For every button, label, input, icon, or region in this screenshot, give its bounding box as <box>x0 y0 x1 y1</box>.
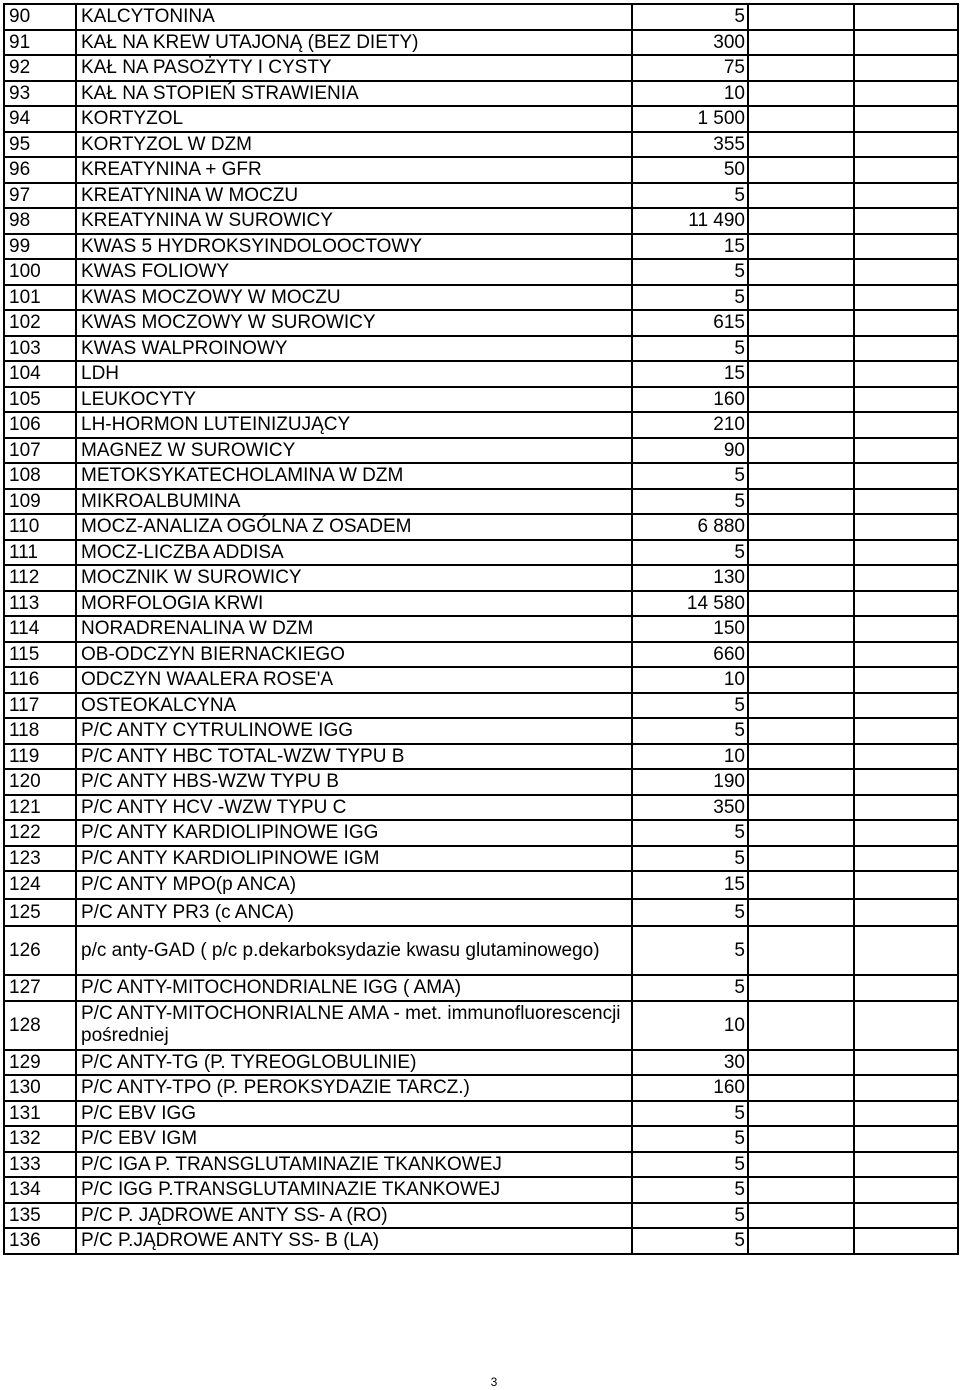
empty-cell <box>748 463 854 489</box>
empty-cell <box>748 591 854 617</box>
row-number: 127 <box>4 975 76 1001</box>
row-number: 102 <box>4 310 76 336</box>
empty-cell <box>854 718 958 744</box>
test-count: 5 <box>632 336 748 362</box>
empty-cell <box>748 387 854 413</box>
test-count: 5 <box>632 926 748 975</box>
table-row <box>4 975 958 1001</box>
empty-cell <box>854 4 958 30</box>
test-name: KAŁ NA KREW UTAJONĄ (BEZ DIETY) <box>76 30 632 56</box>
test-count: 5 <box>632 899 748 927</box>
empty-cell <box>748 975 854 1001</box>
table-row <box>4 616 958 642</box>
table-row <box>4 387 958 413</box>
test-count: 355 <box>632 132 748 158</box>
test-name: KWAS FOLIOWY <box>76 259 632 285</box>
empty-cell <box>854 1001 958 1050</box>
row-number: 126 <box>4 926 76 975</box>
test-count: 10 <box>632 1001 748 1050</box>
test-count: 5 <box>632 820 748 846</box>
test-count: 15 <box>632 234 748 260</box>
empty-cell <box>854 489 958 515</box>
empty-cell <box>748 1050 854 1076</box>
test-count: 660 <box>632 642 748 668</box>
empty-cell <box>748 157 854 183</box>
empty-cell <box>854 820 958 846</box>
row-number: 117 <box>4 693 76 719</box>
empty-cell <box>748 1228 854 1254</box>
test-count: 30 <box>632 1050 748 1076</box>
row-number: 128 <box>4 1001 76 1050</box>
test-name: NORADRENALINA W DZM <box>76 616 632 642</box>
table-row <box>4 1228 958 1254</box>
row-number: 118 <box>4 718 76 744</box>
table-row <box>4 565 958 591</box>
test-count: 11 490 <box>632 208 748 234</box>
test-name: ODCZYN WAALERA ROSE'A <box>76 667 632 693</box>
test-count: 5 <box>632 463 748 489</box>
test-count: 5 <box>632 285 748 311</box>
empty-cell <box>854 693 958 719</box>
empty-cell <box>748 1075 854 1101</box>
table-row <box>4 1075 958 1101</box>
table-row <box>4 1203 958 1229</box>
row-number: 105 <box>4 387 76 413</box>
test-name: KAŁ NA PASOŻYTY I CYSTY <box>76 55 632 81</box>
empty-cell <box>854 361 958 387</box>
test-count: 5 <box>632 718 748 744</box>
test-count: 15 <box>632 871 748 899</box>
empty-cell <box>854 387 958 413</box>
table-row <box>4 285 958 311</box>
table-row <box>4 463 958 489</box>
test-count: 300 <box>632 30 748 56</box>
table-row <box>4 540 958 566</box>
test-count: 350 <box>632 795 748 821</box>
empty-cell <box>854 591 958 617</box>
row-number: 116 <box>4 667 76 693</box>
empty-cell <box>854 642 958 668</box>
test-name: P/C ANTY-TG (P. TYREOGLOBULINIE) <box>76 1050 632 1076</box>
empty-cell <box>748 1177 854 1203</box>
empty-cell <box>854 1101 958 1127</box>
empty-cell <box>854 744 958 770</box>
test-name: MAGNEZ W SUROWICY <box>76 438 632 464</box>
test-count: 5 <box>632 1126 748 1152</box>
test-name: MOCZ-ANALIZA OGÓLNA Z OSADEM <box>76 514 632 540</box>
row-number: 97 <box>4 183 76 209</box>
empty-cell <box>854 846 958 872</box>
test-name: LEUKOCYTY <box>76 387 632 413</box>
price-table <box>3 3 959 1255</box>
empty-cell <box>854 667 958 693</box>
empty-cell <box>854 769 958 795</box>
row-number: 101 <box>4 285 76 311</box>
test-name: P/C IGA P. TRANSGLUTAMINAZIE TKANKOWEJ <box>76 1152 632 1178</box>
row-number: 94 <box>4 106 76 132</box>
table-row <box>4 718 958 744</box>
test-count: 160 <box>632 1075 748 1101</box>
empty-cell <box>854 899 958 927</box>
empty-cell <box>854 30 958 56</box>
test-count: 1 500 <box>632 106 748 132</box>
empty-cell <box>748 106 854 132</box>
table-row <box>4 514 958 540</box>
table-row <box>4 310 958 336</box>
row-number: 124 <box>4 871 76 899</box>
table-row <box>4 106 958 132</box>
table-row <box>4 336 958 362</box>
table-row <box>4 899 958 927</box>
empty-cell <box>748 899 854 927</box>
empty-cell <box>748 1101 854 1127</box>
test-name: P/C P. JĄDROWE ANTY SS- A (RO) <box>76 1203 632 1229</box>
empty-cell <box>854 412 958 438</box>
row-number: 108 <box>4 463 76 489</box>
test-count: 50 <box>632 157 748 183</box>
row-number: 100 <box>4 259 76 285</box>
empty-cell <box>748 846 854 872</box>
empty-cell <box>854 975 958 1001</box>
test-count: 5 <box>632 1177 748 1203</box>
test-name: KALCYTONINA <box>76 4 632 30</box>
test-count: 5 <box>632 1101 748 1127</box>
table-row <box>4 4 958 30</box>
row-number: 96 <box>4 157 76 183</box>
empty-cell <box>748 795 854 821</box>
test-name: KWAS WALPROINOWY <box>76 336 632 362</box>
table-row <box>4 744 958 770</box>
empty-cell <box>748 55 854 81</box>
row-number: 112 <box>4 565 76 591</box>
table-row <box>4 132 958 158</box>
empty-cell <box>854 463 958 489</box>
table-row <box>4 591 958 617</box>
empty-cell <box>854 871 958 899</box>
empty-cell <box>748 769 854 795</box>
test-name: KAŁ NA STOPIEŃ STRAWIENIA <box>76 81 632 107</box>
test-name: P/C ANTY PR3 (c ANCA) <box>76 899 632 927</box>
empty-cell <box>854 1050 958 1076</box>
test-count: 210 <box>632 412 748 438</box>
row-number: 98 <box>4 208 76 234</box>
row-number: 92 <box>4 55 76 81</box>
test-name: P/C ANTY-TPO (P. PEROKSYDAZIE TARCZ.) <box>76 1075 632 1101</box>
test-name: P/C ANTY HBC TOTAL-WZW TYPU B <box>76 744 632 770</box>
test-count: 5 <box>632 4 748 30</box>
row-number: 119 <box>4 744 76 770</box>
table-row <box>4 871 958 899</box>
table-row <box>4 667 958 693</box>
empty-cell <box>748 616 854 642</box>
empty-cell <box>748 132 854 158</box>
table-row <box>4 693 958 719</box>
empty-cell <box>854 1152 958 1178</box>
table-row <box>4 412 958 438</box>
test-count: 10 <box>632 81 748 107</box>
empty-cell <box>748 642 854 668</box>
row-number: 113 <box>4 591 76 617</box>
row-number: 103 <box>4 336 76 362</box>
test-name: KREATYNINA W SUROWICY <box>76 208 632 234</box>
test-count: 190 <box>632 769 748 795</box>
test-count: 130 <box>632 565 748 591</box>
empty-cell <box>854 1228 958 1254</box>
test-name: KWAS MOCZOWY W SUROWICY <box>76 310 632 336</box>
table-row <box>4 259 958 285</box>
row-number: 132 <box>4 1126 76 1152</box>
test-count: 5 <box>632 259 748 285</box>
table-row <box>4 820 958 846</box>
empty-cell <box>854 926 958 975</box>
row-number: 131 <box>4 1101 76 1127</box>
table-row <box>4 1050 958 1076</box>
row-number: 120 <box>4 769 76 795</box>
test-name: P/C IGG P.TRANSGLUTAMINAZIE TKANKOWEJ <box>76 1177 632 1203</box>
test-count: 5 <box>632 1203 748 1229</box>
empty-cell <box>854 132 958 158</box>
row-number: 90 <box>4 4 76 30</box>
row-number: 107 <box>4 438 76 464</box>
row-number: 115 <box>4 642 76 668</box>
row-number: 121 <box>4 795 76 821</box>
empty-cell <box>854 438 958 464</box>
test-name: KWAS 5 HYDROKSYINDOLOOCTOWY <box>76 234 632 260</box>
test-name: LH-HORMON LUTEINIZUJĄCY <box>76 412 632 438</box>
empty-cell <box>854 565 958 591</box>
empty-cell <box>748 259 854 285</box>
row-number: 136 <box>4 1228 76 1254</box>
row-number: 129 <box>4 1050 76 1076</box>
empty-cell <box>748 565 854 591</box>
empty-cell <box>854 183 958 209</box>
empty-cell <box>854 259 958 285</box>
row-number: 99 <box>4 234 76 260</box>
test-name: MOCZ-LICZBA ADDISA <box>76 540 632 566</box>
test-count: 150 <box>632 616 748 642</box>
test-name: P/C ANTY-MITOCHONRIALNE AMA - met. immunofluorescencji pośredniej <box>76 1001 632 1050</box>
test-name: MOCZNIK W SUROWICY <box>76 565 632 591</box>
test-name: P/C P.JĄDROWE ANTY SS- B (LA) <box>76 1228 632 1254</box>
test-name: KWAS MOCZOWY W MOCZU <box>76 285 632 311</box>
empty-cell <box>748 871 854 899</box>
test-count: 75 <box>632 55 748 81</box>
empty-cell <box>748 718 854 744</box>
empty-cell <box>748 183 854 209</box>
test-name: METOKSYKATECHOLAMINA W DZM <box>76 463 632 489</box>
empty-cell <box>748 285 854 311</box>
table-row <box>4 846 958 872</box>
table-row <box>4 361 958 387</box>
empty-cell <box>854 1177 958 1203</box>
test-count: 5 <box>632 1152 748 1178</box>
test-count: 6 880 <box>632 514 748 540</box>
row-number: 106 <box>4 412 76 438</box>
row-number: 134 <box>4 1177 76 1203</box>
table-row <box>4 81 958 107</box>
table-row <box>4 1001 958 1050</box>
empty-cell <box>748 81 854 107</box>
test-count: 10 <box>632 667 748 693</box>
row-number: 111 <box>4 540 76 566</box>
test-count: 615 <box>632 310 748 336</box>
empty-cell <box>854 285 958 311</box>
test-name: P/C ANTY KARDIOLIPINOWE IGG <box>76 820 632 846</box>
price-table-body <box>4 4 958 1254</box>
empty-cell <box>748 820 854 846</box>
row-number: 133 <box>4 1152 76 1178</box>
table-row <box>4 234 958 260</box>
table-row <box>4 183 958 209</box>
empty-cell <box>748 4 854 30</box>
test-name: P/C ANTY KARDIOLIPINOWE IGM <box>76 846 632 872</box>
table-row <box>4 30 958 56</box>
test-name: p/c anty-GAD ( p/c p.dekarboksydazie kwasu glutaminowego) <box>76 926 632 975</box>
test-name: P/C ANTY-MITOCHONDRIALNE IGG ( AMA) <box>76 975 632 1001</box>
row-number: 93 <box>4 81 76 107</box>
test-name: MORFOLOGIA KRWI <box>76 591 632 617</box>
test-count: 5 <box>632 489 748 515</box>
empty-cell <box>748 208 854 234</box>
test-count: 5 <box>632 975 748 1001</box>
table-row <box>4 642 958 668</box>
empty-cell <box>748 489 854 515</box>
empty-cell <box>854 1126 958 1152</box>
empty-cell <box>748 744 854 770</box>
test-count: 5 <box>632 846 748 872</box>
test-count: 10 <box>632 744 748 770</box>
row-number: 130 <box>4 1075 76 1101</box>
test-name: MIKROALBUMINA <box>76 489 632 515</box>
table-row <box>4 438 958 464</box>
table-row <box>4 489 958 515</box>
test-name: OSTEOKALCYNA <box>76 693 632 719</box>
empty-cell <box>748 540 854 566</box>
table-row <box>4 1126 958 1152</box>
empty-cell <box>854 336 958 362</box>
empty-cell <box>854 81 958 107</box>
test-count: 5 <box>632 1228 748 1254</box>
test-name: P/C ANTY HCV -WZW TYPU C <box>76 795 632 821</box>
empty-cell <box>854 1203 958 1229</box>
test-name: KREATYNINA + GFR <box>76 157 632 183</box>
test-name: KREATYNINA W MOCZU <box>76 183 632 209</box>
empty-cell <box>748 1152 854 1178</box>
empty-cell <box>854 1075 958 1101</box>
empty-cell <box>854 514 958 540</box>
empty-cell <box>854 234 958 260</box>
test-name: P/C ANTY CYTRULINOWE IGG <box>76 718 632 744</box>
row-number: 122 <box>4 820 76 846</box>
empty-cell <box>854 55 958 81</box>
row-number: 109 <box>4 489 76 515</box>
test-count: 14 580 <box>632 591 748 617</box>
table-row <box>4 157 958 183</box>
empty-cell <box>854 310 958 336</box>
test-count: 160 <box>632 387 748 413</box>
empty-cell <box>854 616 958 642</box>
empty-cell <box>854 106 958 132</box>
empty-cell <box>748 234 854 260</box>
page-number: 3 <box>490 1375 498 1389</box>
empty-cell <box>854 795 958 821</box>
empty-cell <box>748 1126 854 1152</box>
empty-cell <box>748 412 854 438</box>
table-row <box>4 795 958 821</box>
empty-cell <box>748 926 854 975</box>
empty-cell <box>748 667 854 693</box>
test-name: KORTYZOL W DZM <box>76 132 632 158</box>
row-number: 123 <box>4 846 76 872</box>
row-number: 135 <box>4 1203 76 1229</box>
row-number: 91 <box>4 30 76 56</box>
test-count: 15 <box>632 361 748 387</box>
empty-cell <box>748 310 854 336</box>
empty-cell <box>748 1001 854 1050</box>
test-name: P/C EBV IGG <box>76 1101 632 1127</box>
empty-cell <box>748 514 854 540</box>
test-count: 5 <box>632 540 748 566</box>
test-name: KORTYZOL <box>76 106 632 132</box>
table-row <box>4 1101 958 1127</box>
empty-cell <box>748 361 854 387</box>
row-number: 95 <box>4 132 76 158</box>
table-row <box>4 769 958 795</box>
empty-cell <box>748 336 854 362</box>
table-row <box>4 1177 958 1203</box>
row-number: 125 <box>4 899 76 927</box>
test-name: P/C EBV IGM <box>76 1126 632 1152</box>
test-count: 5 <box>632 183 748 209</box>
empty-cell <box>748 693 854 719</box>
test-count: 5 <box>632 693 748 719</box>
table-row <box>4 55 958 81</box>
empty-cell <box>854 208 958 234</box>
row-number: 114 <box>4 616 76 642</box>
empty-cell <box>854 157 958 183</box>
test-count: 90 <box>632 438 748 464</box>
row-number: 104 <box>4 361 76 387</box>
test-name: P/C ANTY MPO(p ANCA) <box>76 871 632 899</box>
table-row <box>4 1152 958 1178</box>
row-number: 110 <box>4 514 76 540</box>
test-name: LDH <box>76 361 632 387</box>
empty-cell <box>748 1203 854 1229</box>
table-row <box>4 208 958 234</box>
empty-cell <box>748 438 854 464</box>
test-name: P/C ANTY HBS-WZW TYPU B <box>76 769 632 795</box>
empty-cell <box>748 30 854 56</box>
table-row <box>4 926 958 975</box>
test-name: OB-ODCZYN BIERNACKIEGO <box>76 642 632 668</box>
empty-cell <box>854 540 958 566</box>
